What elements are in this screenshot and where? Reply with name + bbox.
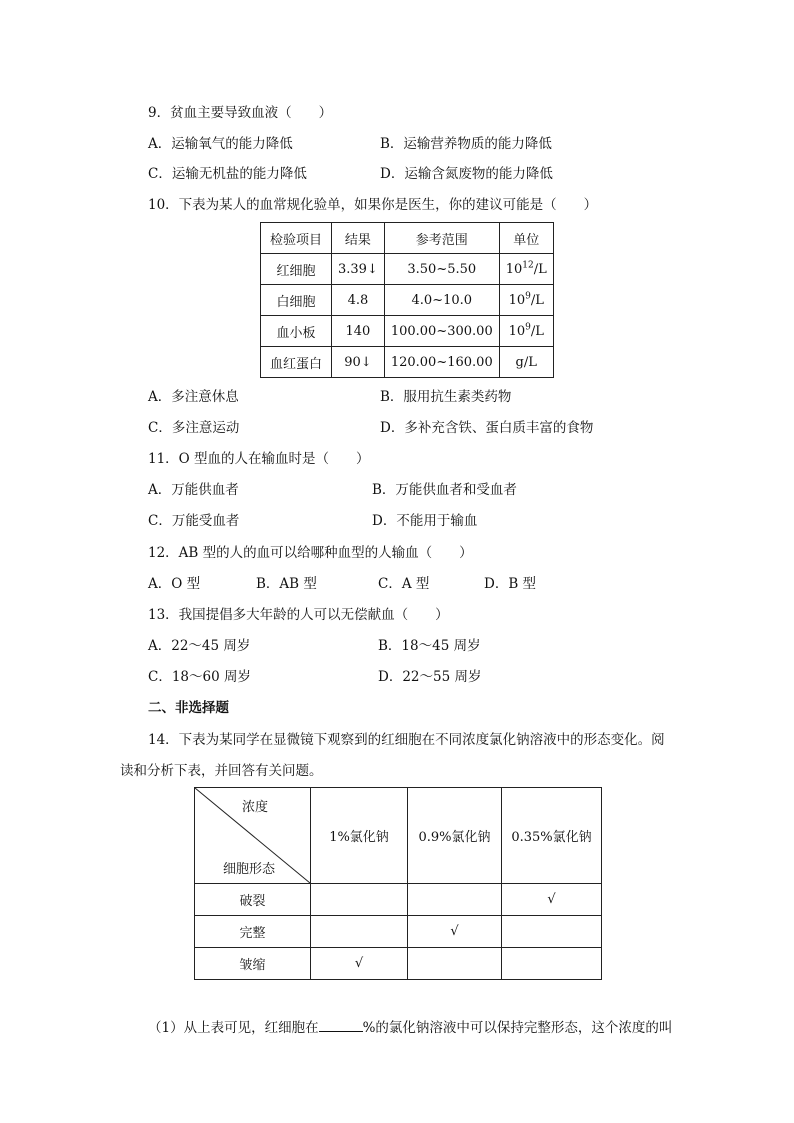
check-cell xyxy=(311,916,408,948)
row-item: 血小板 xyxy=(261,316,332,347)
q10-option-a: A．多注意休息 xyxy=(148,389,239,405)
row-range: 4.0~10.0 xyxy=(384,285,499,316)
q14-sub1 xyxy=(148,1017,672,1037)
q10-option-d: D．多补充含铁、蛋白质丰富的食物 xyxy=(380,420,594,436)
q12-stem: 12．AB 型的人的血可以给哪种血型的人输血（ ） xyxy=(148,545,473,561)
header-item: 检验项目 xyxy=(261,223,332,254)
q9-option-d: D．运输含氮废物的能力降低 xyxy=(380,166,553,182)
row-unit xyxy=(499,254,553,285)
table-row xyxy=(195,884,602,916)
q14-sub1-after: %的氯化钠溶液中可以保持完整形态，这个浓度的叫 xyxy=(362,1020,673,1036)
header-range: 参考范围 xyxy=(384,223,499,254)
check-cell: √ xyxy=(502,884,602,916)
q12-option-d: D．B 型 xyxy=(484,576,537,592)
q10-option-b: B．服用抗生素类药物 xyxy=(380,389,512,405)
unit-exponent: 9 xyxy=(525,291,531,302)
diagonal-header-cell xyxy=(195,788,311,884)
row-label: 完整 xyxy=(195,916,311,948)
q14-stem-line2: 读和分析下表，并回答有关问题。 xyxy=(120,763,323,779)
table-row xyxy=(261,316,554,347)
section-heading: 二、非选择题 xyxy=(148,700,229,716)
check-cell xyxy=(502,916,602,948)
header-result: 结果 xyxy=(332,223,385,254)
q12-option-a: A．O 型 xyxy=(148,576,201,592)
unit-exponent: 9 xyxy=(525,322,531,333)
q11-stem: 11．O 型血的人在输血时是（ ） xyxy=(148,451,370,467)
q9-stem: 9．贫血主要导致血液（ ） xyxy=(148,105,333,121)
unit-tail: /L xyxy=(530,323,544,339)
row-result: 3.39↓ xyxy=(332,254,385,285)
header-col-3: 0.35%氯化钠 xyxy=(502,788,602,884)
check-cell: √ xyxy=(408,916,502,948)
q11-option-c: C．万能受血者 xyxy=(148,513,240,529)
header-col-2: 0.9%氯化钠 xyxy=(408,788,502,884)
row-unit xyxy=(499,347,553,378)
row-item: 红细胞 xyxy=(261,254,332,285)
cell-shape-table xyxy=(194,787,602,980)
q9-option-b: B．运输营养物质的能力降低 xyxy=(380,136,552,152)
q14-sub1-before: （1）从上表可见，红细胞在 xyxy=(148,1020,319,1036)
q13-stem: 13．我国提倡多大年龄的人可以无偿献血（ ） xyxy=(148,607,449,623)
q12-option-b: B．AB 型 xyxy=(256,576,317,592)
row-label: 破裂 xyxy=(195,884,311,916)
check-cell xyxy=(408,948,502,980)
q11-option-a: A．万能供血者 xyxy=(148,482,239,498)
row-item: 白细胞 xyxy=(261,285,332,316)
row-label: 皱缩 xyxy=(195,948,311,980)
table-row xyxy=(195,948,602,980)
q10-stem: 10．下表为某人的血常规化验单，如果你是医生，你的建议可能是（ ） xyxy=(148,197,598,213)
unit-base: 10 xyxy=(508,292,526,308)
table-header-row xyxy=(261,223,554,254)
answer-blank[interactable] xyxy=(319,1017,363,1032)
q13-option-b: B．18～45 周岁 xyxy=(378,638,481,654)
table-row xyxy=(195,916,602,948)
unit-tail: /L xyxy=(533,261,547,277)
q13-option-d: D．22～55 周岁 xyxy=(378,669,482,685)
unit-tail: /L xyxy=(530,292,544,308)
unit-base: 10 xyxy=(505,261,523,277)
table-row xyxy=(261,347,554,378)
unit-base: g/L xyxy=(515,354,537,370)
blood-test-table xyxy=(260,222,554,378)
row-range: 3.50~5.50 xyxy=(384,254,499,285)
corner-shape-label: 细胞形态 xyxy=(223,862,276,877)
table-header-row xyxy=(195,788,602,884)
q12-option-c: C．A 型 xyxy=(378,576,430,592)
table-row xyxy=(261,254,554,285)
check-cell xyxy=(408,884,502,916)
row-range: 100.00~300.00 xyxy=(384,316,499,347)
row-unit xyxy=(499,285,553,316)
q11-option-d: D．不能用于输血 xyxy=(372,513,478,529)
check-cell: √ xyxy=(311,948,408,980)
q9-option-c: C．运输无机盐的能力降低 xyxy=(148,166,307,182)
row-range: 120.00~160.00 xyxy=(384,347,499,378)
q9-option-a: A．运输氧气的能力降低 xyxy=(148,136,293,152)
q13-option-c: C．18～60 周岁 xyxy=(148,669,251,685)
q14-stem-line1: 14．下表为某同学在显微镜下观察到的红细胞在不同浓度氯化钠溶液中的形态变化。阅 xyxy=(148,732,665,748)
check-cell xyxy=(311,884,408,916)
q11-option-b: B．万能供血者和受血者 xyxy=(372,482,517,498)
table-row xyxy=(261,285,554,316)
row-result: 4.8 xyxy=(332,285,385,316)
row-result: 90↓ xyxy=(332,347,385,378)
q13-option-a: A．22～45 周岁 xyxy=(148,638,251,654)
corner-concentration-label: 浓度 xyxy=(241,800,268,815)
q10-option-c: C．多注意运动 xyxy=(148,420,240,436)
row-item: 血红蛋白 xyxy=(261,347,332,378)
unit-exponent: 12 xyxy=(522,260,534,271)
header-unit: 单位 xyxy=(499,223,553,254)
row-result: 140 xyxy=(332,316,385,347)
check-cell xyxy=(502,948,602,980)
row-unit xyxy=(499,316,553,347)
header-col-1: 1%氯化钠 xyxy=(311,788,408,884)
unit-base: 10 xyxy=(508,323,526,339)
